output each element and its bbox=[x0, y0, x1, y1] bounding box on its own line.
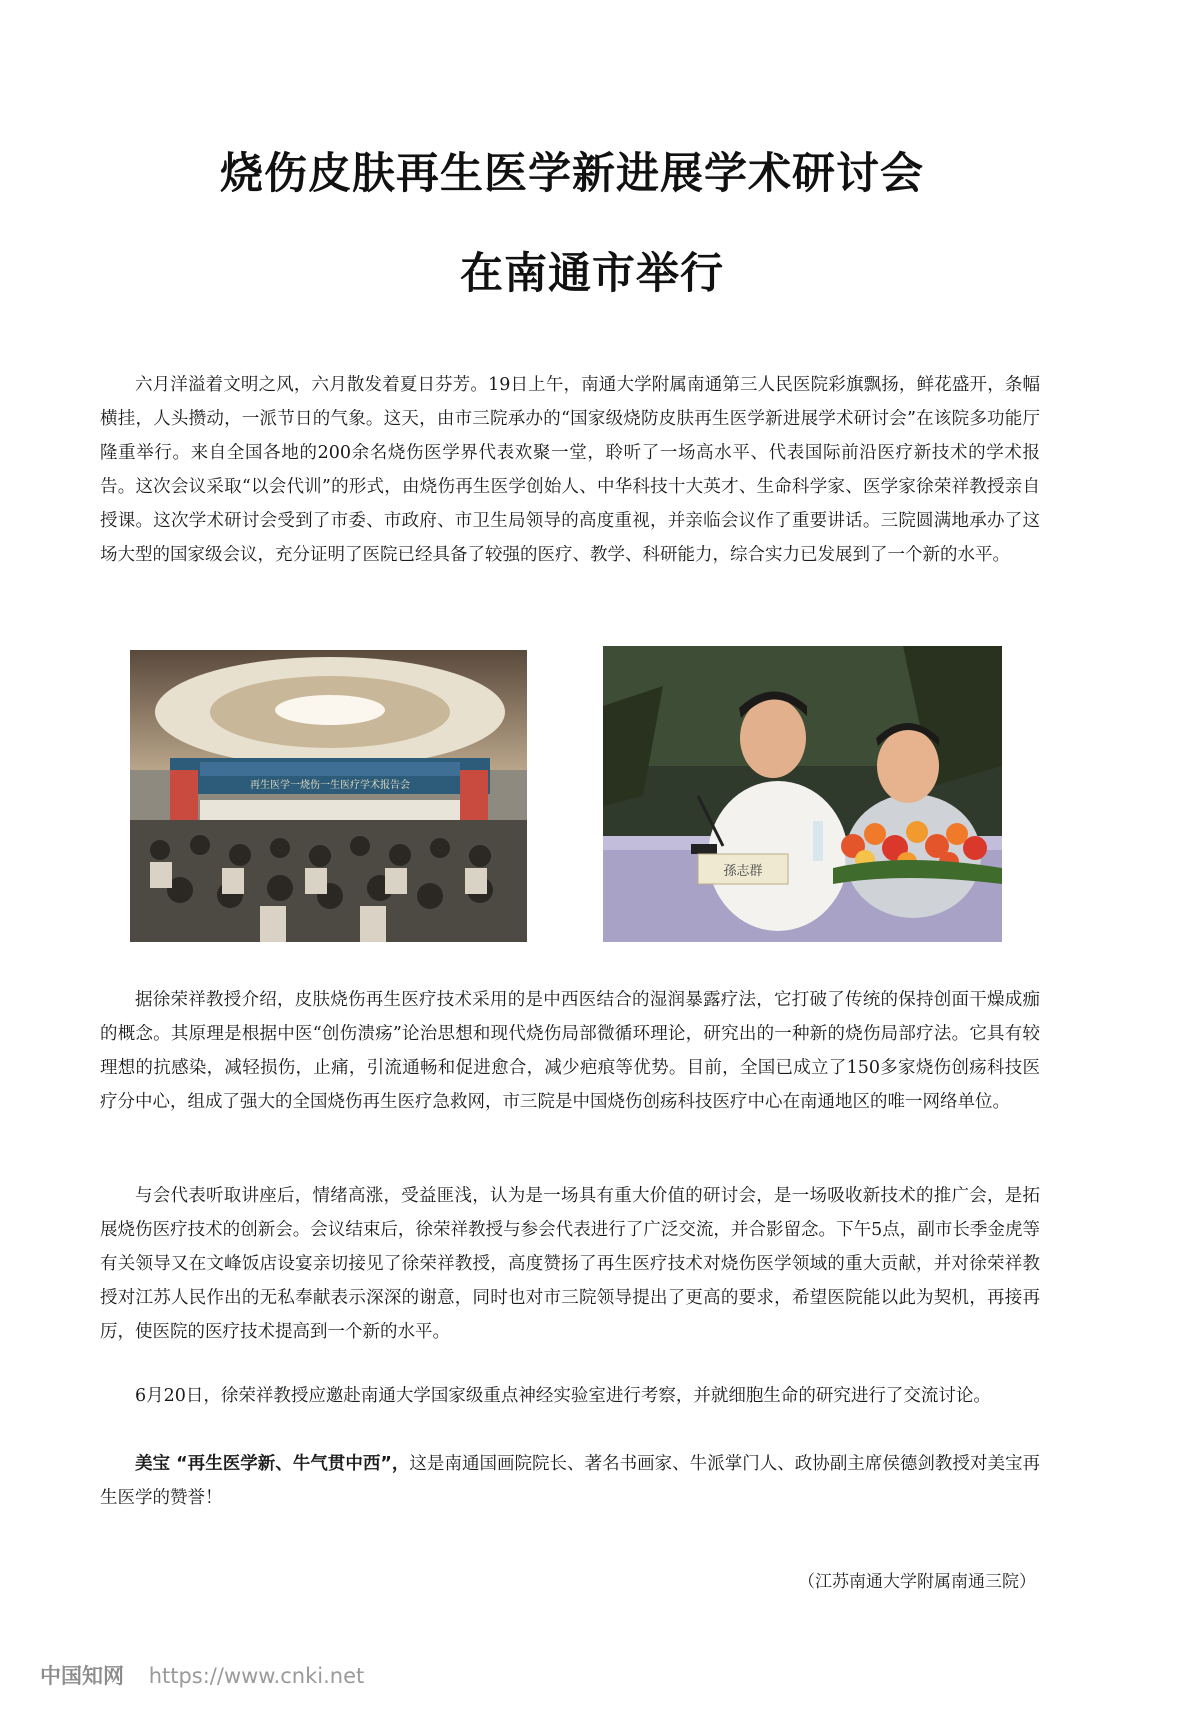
paragraph-praise bbox=[100, 1447, 1040, 1515]
hall-banner-text: 再生医学一烧伤一生医疗学术报告会 bbox=[250, 780, 410, 791]
photo-conference-hall bbox=[130, 650, 527, 942]
paragraph-intro: 六月洋溢着文明之风，六月散发着夏日芬芳。19日上午，南通大学附属南通第三人民医院彩旗飘扬，鲜花盛开，条幅横挂，人头攒动，一派节日的气象。这天，由市三院承办的“国家级烧防皮肤再生医学新进展学术研讨会”在该院多功能厅隆重举行。来自全国各地的200余名烧伤医学界代表欢聚一堂，聆听了一场高水平、代表国际前沿医疗新技术的学术报告。这次会议采取“以会代训”的形式，由烧伤再生医学创始人、中华科技十大英才、生命科学家、医学家徐荣祥教授亲自授课。这次学术研讨会受到了市委、市政府、市卫生局领导的高度重视，并亲临会议作了重要讲话。三院圆满地承办了这场大型的国家级会议，充分证明了医院已经具备了较强的医疗、教学、科研能力，综合实力已发展到了一个新的水平。 bbox=[100, 375, 1040, 565]
paragraph-reception: 与会代表听取讲座后，情绪高涨，受益匪浅，认为是一场具有重大价值的研讨会，是一场吸收新技术的推广会，是拓展烧伤医疗技术的创新会。会议结束后，徐荣祥教授与参会代表进行了广泛交流，并合影留念。下午5点，副市长季金虎等有关领导又在文峰饭店设宴亲切接见了徐荣祥教授，高度赞扬了再生医疗技术对烧伤医学领域的重大贡献，并对徐荣祥教授对江苏人民作出的无私奉献表示深深的谢意，同时也对市三院领导提出了更高的要求，希望医院能以此为契机，再接再厉，使医院的医疗技术提高到一个新的水平。 bbox=[100, 1186, 1040, 1342]
praise-rest: 这是南通国画院院长、著名书画家、牛派掌门人、政协副主席侯德剑教授对美宝再生医学的赞誉！ bbox=[100, 1454, 1041, 1508]
source-attribution: （江苏南通大学附属南通三院） bbox=[798, 1572, 1036, 1592]
footer-url[interactable]: https://www.cnki.net bbox=[148, 1664, 365, 1688]
paragraph-visit: 6月20日，徐荣祥教授应邀赴南通大学国家级重点神经实验室进行考察，并就细胞生命的研究进行了交流讨论。 bbox=[135, 1386, 991, 1406]
title-line-2: 在南通市举行 bbox=[460, 249, 724, 299]
paragraph-technology: 据徐荣祥教授介绍，皮肤烧伤再生医疗技术采用的是中西医结合的湿润暴露疗法，它打破了传统的保持创面干燥成痂的概念。其原理是根据中医“创伤溃疡”论治思想和现代烧伤局部微循环理论，研究出的一种新的烧伤局部疗法。它具有较理想的抗感染，减轻损伤，止痛，引流通畅和促进愈合，减少疤痕等优势。目前，全国已成立了150多家烧伤创疡科技医疗分中心，组成了强大的全国烧伤再生医疗急救网，市三院是中国烧伤创疡科技医疗中心在南通地区的唯一网络单位。 bbox=[100, 990, 1040, 1112]
photo-speakers bbox=[603, 646, 1002, 942]
footer-watermark bbox=[40, 1660, 364, 1690]
praise-lead: 美宝 bbox=[135, 1454, 171, 1474]
title-line-1: 烧伤皮肤再生医学新进展学术研讨会 bbox=[220, 149, 924, 199]
nameplate-text: 孫志群 bbox=[723, 864, 763, 879]
praise-quote: “再生医学新、牛气贯中西”， bbox=[170, 1454, 410, 1474]
footer-brand: 中国知网 bbox=[40, 1664, 124, 1688]
